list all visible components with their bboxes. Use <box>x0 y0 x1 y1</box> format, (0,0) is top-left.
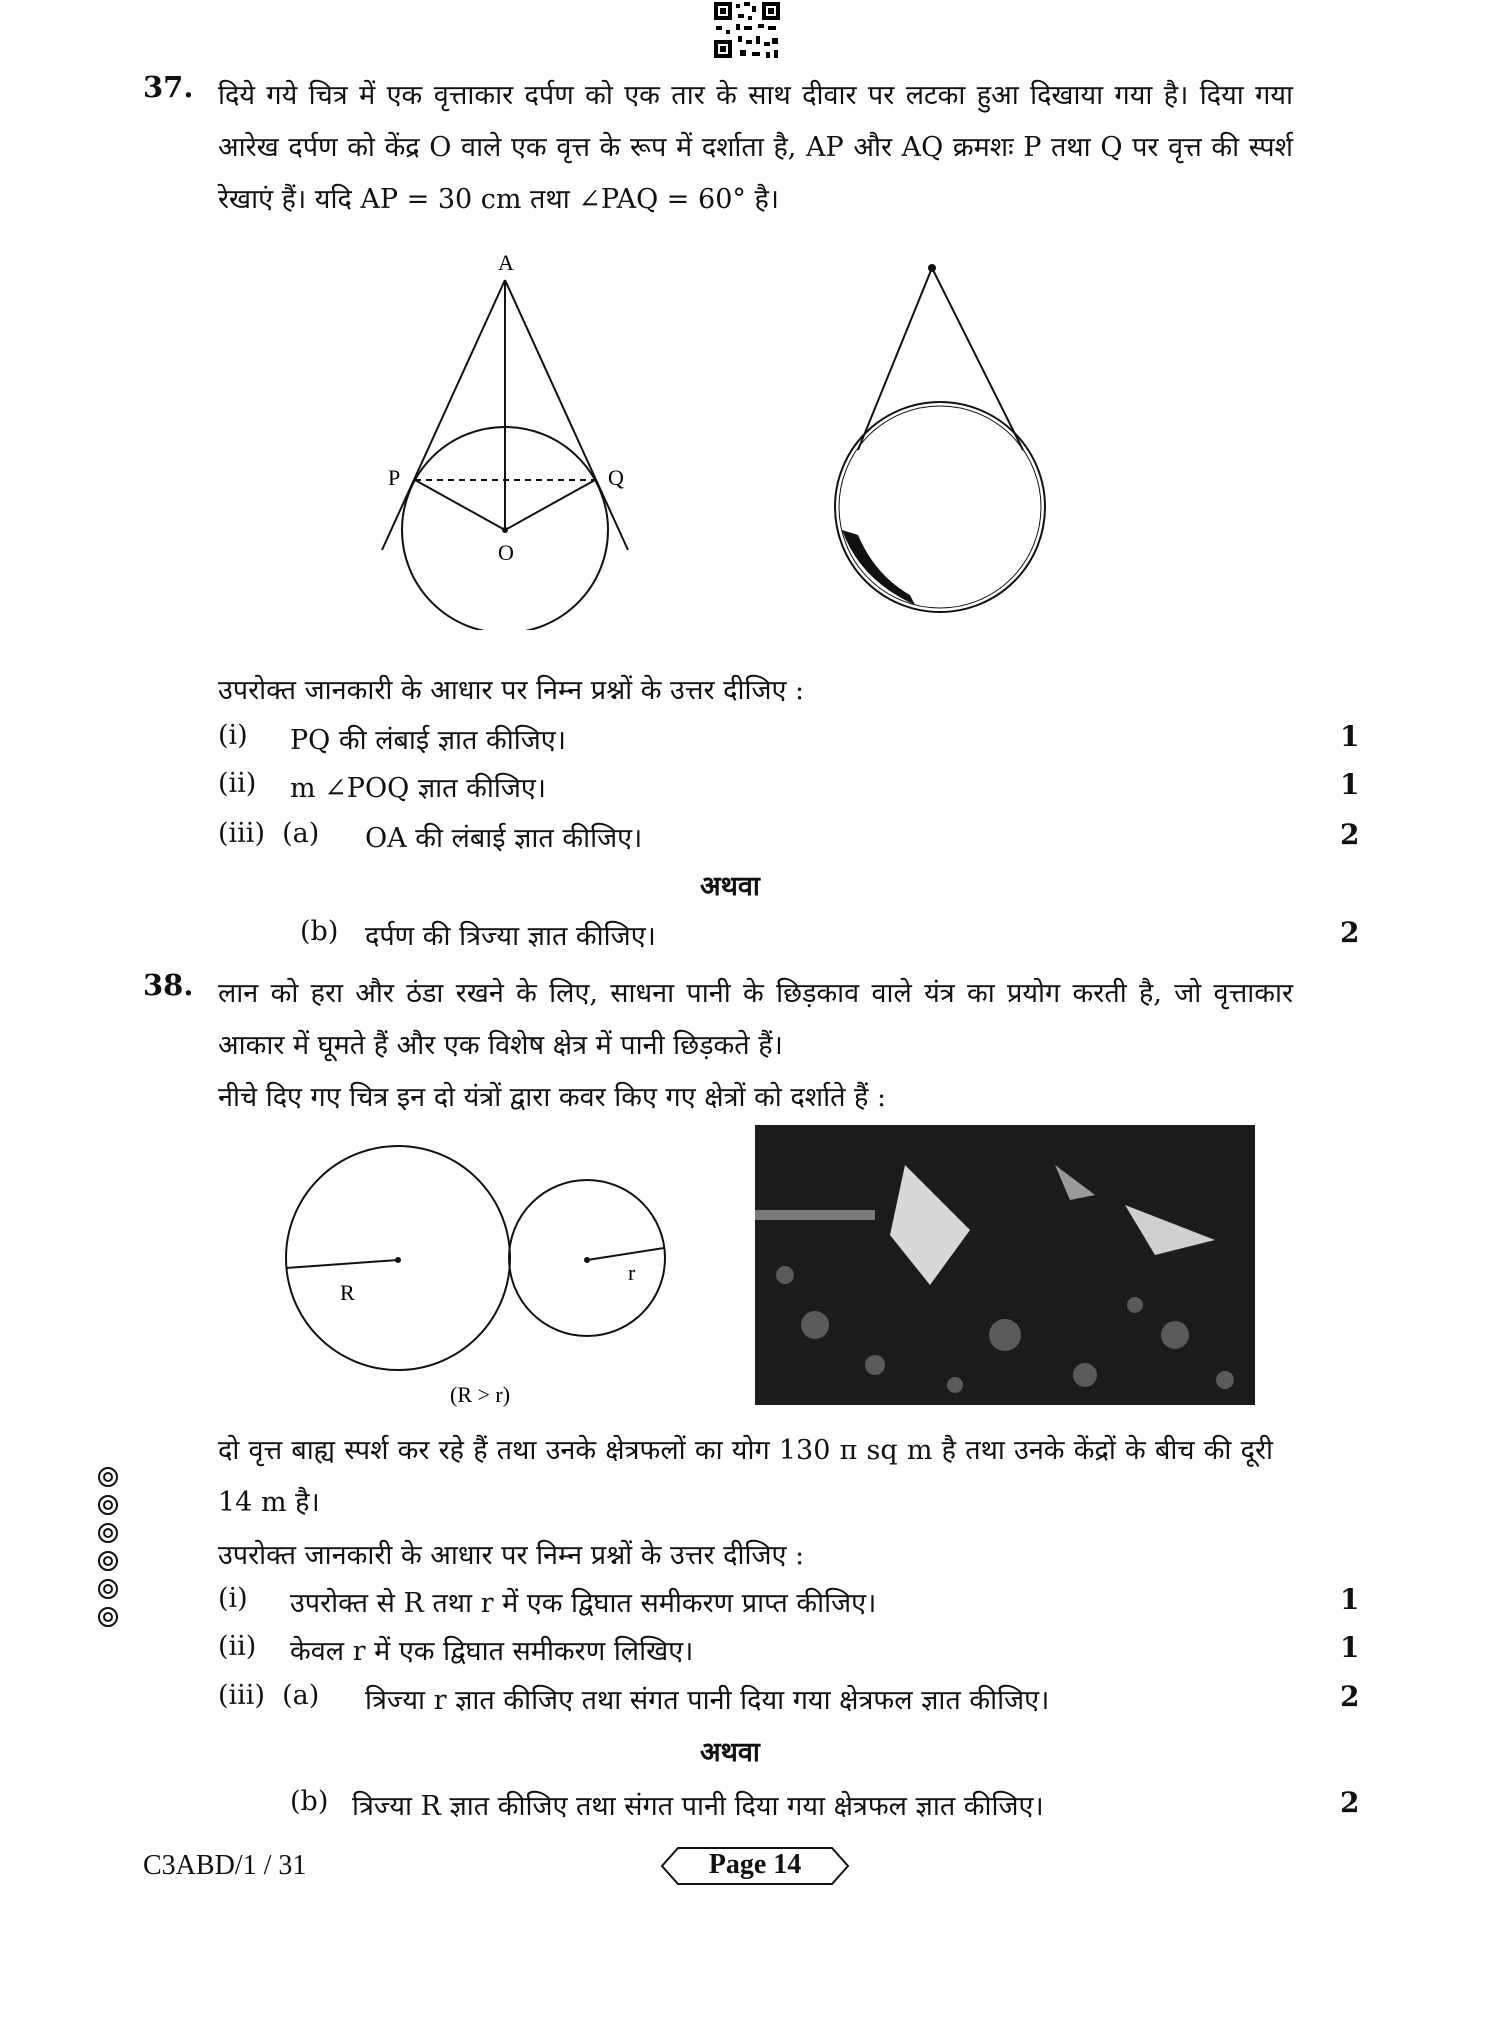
label-a: A <box>498 250 514 275</box>
large-center <box>395 1257 401 1263</box>
item-number: (i) <box>218 1583 248 1614</box>
instruction-text: उपरोक्त जानकारी के आधार पर निम्न प्रश्नों के उत्तर दीजिए : <box>218 675 805 706</box>
center-point <box>502 527 508 533</box>
marks: 1 <box>1340 1583 1360 1616</box>
small-center <box>584 1257 590 1263</box>
paper-code: C3ABD/1 / 31 <box>143 1850 307 1881</box>
marks: 1 <box>1340 720 1360 753</box>
radius-large <box>286 1260 398 1268</box>
label-o: O <box>498 540 514 565</box>
item-number: (iii) (a) <box>218 1680 320 1711</box>
label-r-small: r <box>628 1260 636 1285</box>
item-text: त्रिज्या r ज्ञात कीजिए तथा संगत पानी दिया गया क्षेत्रफल ज्ञात कीजिए। <box>365 1685 1050 1716</box>
or-separator: अथवा <box>700 1737 760 1768</box>
or-separator: अथवा <box>700 871 760 902</box>
page-number: Page 14 <box>708 1849 802 1880</box>
marks: 2 <box>1340 1786 1360 1819</box>
item-text: त्रिज्या R ज्ञात कीजिए तथा संगत पानी दिया गया क्षेत्रफल ज्ञात कीजिए। <box>352 1791 1044 1822</box>
marks: 1 <box>1340 1631 1360 1664</box>
hanging-mirror-illustration <box>820 250 1060 630</box>
marks: 2 <box>1340 818 1360 851</box>
item-number: (ii) <box>218 1631 257 1662</box>
marks: 2 <box>1340 916 1360 949</box>
item-text: m ∠POQ ज्ञात कीजिए। <box>290 773 547 804</box>
question-number: 37. <box>143 70 194 104</box>
nail-point <box>928 264 936 272</box>
question-text-circles: दो वृत्त बाह्य स्पर्श कर रहे हैं तथा उनके क्षेत्रफलों का योग 130 π sq m है तथा उनके केंद्रों के बीच की दूरी 14 m है। <box>218 1435 1273 1518</box>
qr-code <box>712 0 782 62</box>
tangent-line-ap <box>382 280 505 550</box>
question-text-figure-intro: नीचे दिए गए चित्र इन दो यंत्रों द्वारा कवर किए गए क्षेत्रों को दर्शाते हैं : <box>218 1082 887 1113</box>
item-number: (iii) (a) <box>218 818 320 849</box>
sprinkler-photo <box>755 1125 1255 1405</box>
item-number: (i) <box>218 720 248 751</box>
marks: 1 <box>1340 768 1360 801</box>
item-text: दर्पण की त्रिज्या ज्ञात कीजिए। <box>365 921 656 952</box>
figure-caption: (R > r) <box>450 1382 511 1407</box>
label-q: Q <box>608 465 624 490</box>
wire-right <box>932 268 1023 450</box>
question-text: लान को हरा और ठंडा रखने के लिए, साधना पानी के छिड़काव वाले यंत्र का प्रयोग करती है, जो वृत्ताकार आकार में घूमते हैं और एक विशेष क्षेत्र में पानी छिड़कते हैं। <box>218 978 1293 1061</box>
page-number-badge <box>660 1846 850 1886</box>
item-number: (b) <box>290 1786 329 1817</box>
item-number: (ii) <box>218 768 257 799</box>
radius-small <box>587 1248 664 1260</box>
mirror-frame <box>835 402 1045 612</box>
radius-op <box>415 480 505 530</box>
tangent-line-aq <box>505 280 628 550</box>
two-circles-diagram <box>270 1140 690 1410</box>
label-r-large: R <box>340 1280 355 1305</box>
item-number: (b) <box>300 916 339 947</box>
tangent-diagram <box>360 250 670 630</box>
margin-spiral-marks <box>93 1465 123 1645</box>
question-number: 38. <box>143 968 194 1002</box>
item-text: केवल r में एक द्विघात समीकरण लिखिए। <box>290 1636 694 1667</box>
question-text: दिये गये चित्र में एक वृत्ताकार दर्पण को एक तार के साथ दीवार पर लटका हुआ दिखाया गया है। दिया गया आरेख दर्पण को केंद्र O वाले एक वृत्त के रूप में दर्शाता है, AP और AQ क्रमशः P तथा Q पर वृत्त की स्पर्श रेखाएं हैं। यदि AP = 30 cm तथा ∠PAQ = 60° है। <box>218 80 1293 215</box>
marks: 2 <box>1340 1680 1360 1713</box>
wire-left <box>858 268 932 450</box>
mirror-shadow <box>842 530 915 605</box>
item-text: PQ की लंबाई ज्ञात कीजिए। <box>290 725 566 756</box>
item-text: OA की लंबाई ज्ञात कीजिए। <box>365 823 643 854</box>
label-p: P <box>388 465 401 490</box>
radius-oq <box>505 480 595 530</box>
item-text: उपरोक्त से R तथा r में एक द्विघात समीकरण प्राप्त कीजिए। <box>290 1588 877 1619</box>
instruction-text: उपरोक्त जानकारी के आधार पर निम्न प्रश्नों के उत्तर दीजिए : <box>218 1540 805 1571</box>
